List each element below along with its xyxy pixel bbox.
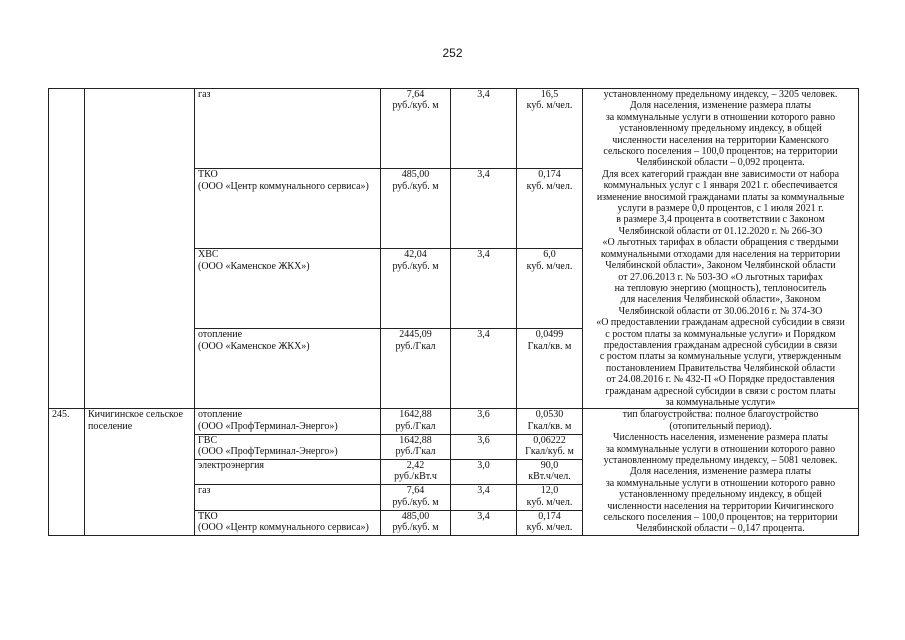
- description-line: сельского поселения – 100,0 процентов; на территории: [603, 146, 838, 158]
- description-line: изменение вносимой гражданами платы за коммунальные: [596, 191, 845, 203]
- tariff-unit: руб./куб. м: [392, 180, 439, 192]
- service-cell: [195, 409, 381, 434]
- description-line: Доля населения, изменение размера платы: [629, 100, 812, 112]
- volume-unit: куб. м/чел.: [526, 180, 573, 192]
- description-line: от 24.08.2016 г. № 432-П «О Порядке предоставления: [606, 374, 835, 386]
- tariff-cell: [381, 459, 451, 484]
- volume-unit: Гкал/куб. м: [525, 446, 574, 458]
- volume-unit: куб. м/чел.: [526, 260, 573, 272]
- settlement-cell: [85, 89, 195, 409]
- index-cell: 3,4: [451, 249, 517, 329]
- description-line: с ростом платы за коммунальные услуги, утвержденным: [599, 351, 842, 363]
- tariff-value: 485,00: [401, 510, 430, 522]
- tariff-unit: руб./кВт.ч: [394, 471, 437, 483]
- tariff-value: 7,64: [406, 485, 425, 497]
- description-line: коммунальных услуг с 1 января 2021 г. обеспечивается: [603, 180, 838, 192]
- tariff-value: 1642,88: [399, 434, 432, 446]
- description-line: предоставления гражданам адресной субсидии в связи: [603, 339, 838, 351]
- description-line: Челябинской области от 30.06.2016 г. № 374-ЗО: [618, 305, 823, 317]
- description-line: Челябинской области – 0,092 процента.: [636, 157, 805, 169]
- volume-cell: [517, 89, 583, 169]
- service-cell: [195, 510, 381, 535]
- tariff-cell: [381, 434, 451, 459]
- volume-cell: [517, 249, 583, 329]
- tariff-unit: руб./Гкал: [395, 340, 436, 352]
- volume-unit: Гкал/кв. м: [527, 420, 572, 432]
- description-line: коммунальными отходами для населения на территории: [600, 248, 841, 260]
- service-name: газ: [198, 89, 211, 100]
- volume-cell: [517, 434, 583, 459]
- tariff-unit: руб./куб. м: [392, 521, 439, 533]
- tariff-value: 485,00: [401, 169, 430, 181]
- volume-value: 0,174: [538, 510, 561, 522]
- volume-unit: куб. м/чел.: [526, 100, 573, 112]
- index-cell: 3,4: [451, 89, 517, 169]
- table-row: [49, 89, 859, 169]
- index-cell: 3,4: [451, 329, 517, 409]
- description-line: Челябинской области», Законом Челябинской области: [605, 260, 836, 272]
- service-cell: [195, 459, 381, 484]
- description-line: численности населения на территории Кичигинского: [607, 500, 834, 512]
- tariff-value: 7,64: [406, 89, 425, 100]
- service-name: ГВС: [198, 434, 218, 446]
- description-line: установленному предельному индексу, – 3205 человек.: [603, 89, 838, 100]
- description-line: сельского поселения – 100,0 процентов; на территории: [603, 512, 838, 524]
- description-line: Челябинской области от 01.12.2020 г. № 266-ЗО: [618, 225, 823, 237]
- description-line: гражданам адресной субсидии в связи с ростом платы: [605, 385, 836, 397]
- tariff-unit: руб./куб. м: [392, 260, 439, 272]
- service-cell: [195, 329, 381, 409]
- volume-value: 12,0: [540, 485, 559, 497]
- tariff-cell: [381, 249, 451, 329]
- volume-cell: [517, 485, 583, 510]
- volume-value: 90,0: [540, 459, 559, 471]
- entry-number-cell: 245.: [49, 409, 85, 535]
- index-cell: 3,4: [451, 485, 517, 510]
- volume-value: 0,174: [538, 169, 561, 181]
- tariff-table: [48, 88, 859, 536]
- volume-cell: [517, 409, 583, 434]
- service-name: ТКО: [198, 510, 218, 522]
- description-line: установленному предельному индексу, в общей: [619, 123, 822, 135]
- volume-unit: куб. м/чел.: [526, 496, 573, 508]
- tariff-unit: руб./Гкал: [395, 446, 436, 458]
- volume-value: 0,0530: [535, 409, 564, 421]
- tariff-unit: руб./куб. м: [392, 100, 439, 112]
- description-line: Доля населения, изменение размера платы: [629, 466, 812, 478]
- description-line: Для всех категорий граждан вне зависимости от набора: [601, 168, 840, 180]
- description-line: услуги в размере 0,0 процентов, с 1 июля 2021 г.: [617, 203, 824, 215]
- tariff-value: 2,42: [406, 459, 425, 471]
- service-organization: (ООО «ПрофТерминал-Энерго»): [198, 420, 338, 432]
- tariff-value: 2445,09: [399, 329, 432, 341]
- description-line: Численность населения, изменение размера платы: [613, 432, 828, 444]
- description-line: от 27.06.2013 г. № 503-ЗО «О льготных тарифах: [618, 271, 823, 283]
- tariff-cell: [381, 89, 451, 169]
- volume-value: 0,0499: [535, 329, 564, 341]
- service-name: отопление: [198, 409, 243, 421]
- description-line: (отопительный период).: [669, 420, 772, 432]
- volume-value: 6,0: [543, 249, 556, 261]
- index-cell: 3,6: [451, 409, 517, 434]
- description-cell: [583, 89, 859, 409]
- index-cell: 3,4: [451, 510, 517, 535]
- entry-number-cell: [49, 89, 85, 409]
- volume-value: 0,06222: [533, 434, 566, 446]
- volume-cell: [517, 459, 583, 484]
- index-cell: 3,6: [451, 434, 517, 459]
- description-line: в размере 3,4 процента в соответствии с Законом: [616, 214, 825, 226]
- index-cell: 3,4: [451, 169, 517, 249]
- tariff-unit: руб./куб. м: [392, 496, 439, 508]
- description-line: «О льготных тарифах в области обращения с твердыми: [602, 237, 839, 249]
- volume-cell: [517, 329, 583, 409]
- service-cell: [195, 434, 381, 459]
- service-name: ХВС: [198, 249, 219, 261]
- tariff-cell: [381, 510, 451, 535]
- service-cell: [195, 485, 381, 510]
- service-organization: (ООО «Центр коммунального сервиса»): [198, 521, 369, 533]
- description-line: Челябинской области – 0,147 процента.: [636, 523, 805, 535]
- tariff-value: 42,04: [404, 249, 427, 261]
- service-cell: [195, 89, 381, 169]
- volume-cell: [517, 510, 583, 535]
- volume-unit: кВт.ч/чел.: [528, 471, 571, 483]
- service-organization: (ООО «Каменское ЖКХ»): [198, 260, 310, 272]
- service-organization: (ООО «ПрофТерминал-Энерго»): [198, 446, 338, 458]
- service-name: отопление: [198, 329, 243, 341]
- description-line: с ростом платы за коммунальные услуги» и Порядком: [605, 328, 836, 340]
- settlement-cell: Кичигинское сельское поселение: [85, 409, 195, 535]
- volume-unit: куб. м/чел.: [526, 521, 573, 533]
- tariff-cell: [381, 329, 451, 409]
- service-name: электроэнергия: [198, 459, 265, 471]
- description-line: за коммунальные услуги в отношении которого равно: [605, 111, 836, 123]
- volume-cell: [517, 169, 583, 249]
- description-line: тип благоустройства: полное благоустройство: [622, 409, 819, 421]
- service-name: ТКО: [198, 169, 218, 181]
- description-line: установленному предельному индексу, в общей: [619, 489, 822, 501]
- tariff-unit: руб./Гкал: [395, 420, 436, 432]
- tariff-value: 1642,88: [399, 409, 432, 421]
- description-line: установленному предельному индексу, – 5081 человек.: [603, 455, 838, 466]
- tariff-cell: [381, 169, 451, 249]
- page-number: 252: [442, 46, 463, 60]
- tariff-cell: [381, 485, 451, 510]
- index-cell: 3,0: [451, 459, 517, 484]
- service-cell: [195, 169, 381, 249]
- description-cell: [583, 409, 859, 535]
- description-line: за коммунальные услуги в отношении которого равно: [605, 443, 836, 455]
- service-name: газ: [198, 485, 211, 497]
- table-row: [49, 409, 859, 434]
- description-line: для населения Челябинской области», Законом: [620, 294, 821, 306]
- service-organization: (ООО «Центр коммунального сервиса»): [198, 180, 369, 192]
- description-line: постановлением Правительства Челябинской области: [605, 362, 836, 374]
- volume-value: 16,5: [540, 89, 559, 100]
- description-line: за коммунальные услуги в отношении которого равно: [605, 477, 836, 489]
- description-line: «О предоставлении гражданам адресной субсидии в связи: [596, 317, 845, 329]
- description-line: за коммунальные услуги»: [665, 396, 776, 408]
- service-organization: (ООО «Каменское ЖКХ»): [198, 340, 310, 352]
- tariff-cell: [381, 409, 451, 434]
- description-line: на тепловую энергию (мощность), теплоноситель: [614, 282, 827, 294]
- description-line: численности населения на территории Каменского: [612, 134, 829, 146]
- volume-unit: Гкал/кв. м: [527, 340, 572, 352]
- service-cell: [195, 249, 381, 329]
